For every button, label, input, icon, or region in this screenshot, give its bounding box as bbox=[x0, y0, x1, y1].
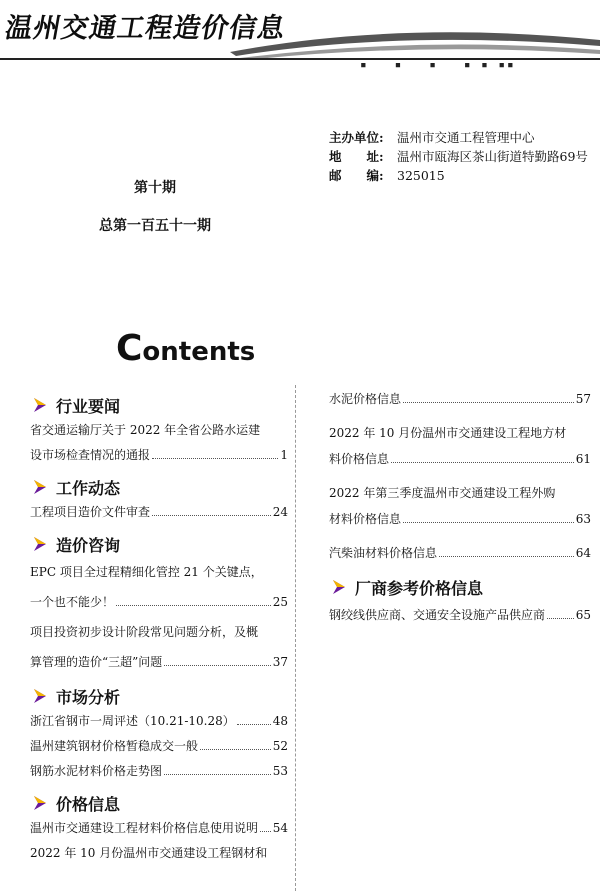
section-bullet-icon bbox=[30, 535, 48, 553]
toc-section-heading bbox=[30, 683, 288, 709]
toc-section-title: 价格信息 bbox=[56, 794, 121, 814]
toc-entry[interactable] bbox=[30, 500, 288, 525]
toc-entry-text: 省交通运输厅关于 2022 年全省公路水运建 bbox=[30, 423, 261, 437]
toc-entry-title: 汽柴油材料价格信息 bbox=[329, 546, 438, 560]
leader-dots bbox=[116, 605, 271, 606]
toc-entry-page: 65 bbox=[575, 608, 591, 622]
contents-heading bbox=[116, 328, 255, 369]
toc-entry-lead bbox=[30, 734, 288, 759]
toc-entry-title: 水泥价格信息 bbox=[329, 392, 402, 406]
toc-entry-page: 48 bbox=[272, 714, 288, 728]
toc-entry-page: 53 bbox=[272, 764, 288, 778]
toc-entry-title: 2022 年 10 月份温州市交通建设工程钢材和 bbox=[30, 846, 268, 860]
toc-entry-lead bbox=[30, 841, 288, 866]
leader-dots bbox=[237, 724, 271, 725]
toc-entry-title: 料价格信息 bbox=[329, 452, 390, 466]
toc-section-heading bbox=[30, 392, 288, 418]
toc-entry-text: EPC 项目全过程精细化管控 21 个关键点， bbox=[30, 565, 263, 579]
leader-dots bbox=[152, 515, 271, 516]
leader-dots bbox=[164, 774, 271, 775]
toc-entry-text: 2022 年第三季度温州市交通建设工程外购 bbox=[329, 486, 556, 500]
toc-left-column bbox=[30, 386, 288, 866]
toc-entry[interactable] bbox=[30, 617, 288, 677]
leader-dots bbox=[260, 831, 271, 832]
toc-entry-text: 项目投资初步设计阶段常见问题分析，及概 bbox=[30, 625, 259, 639]
toc-entry-lead bbox=[329, 540, 591, 566]
toc-entry-lead bbox=[30, 443, 288, 468]
toc-entry-title: 一个也不能少！ bbox=[30, 595, 115, 609]
postcode-row bbox=[329, 166, 597, 185]
toc-section-title: 市场分析 bbox=[56, 687, 121, 707]
toc-section-heading bbox=[30, 790, 288, 816]
toc-entry-lead bbox=[30, 647, 288, 677]
toc-entry-text: 2022 年 10 月份温州市交通建设工程地方材 bbox=[329, 426, 567, 440]
leader-dots bbox=[200, 749, 271, 750]
masthead bbox=[0, 0, 600, 70]
toc-entry-page: 54 bbox=[272, 821, 288, 835]
toc-entry[interactable] bbox=[329, 386, 591, 412]
toc-entry-lead bbox=[329, 600, 591, 630]
toc-entry-title: 温州市交通建设工程材料价格信息使用说明 bbox=[30, 821, 259, 835]
leader-dots bbox=[547, 618, 574, 619]
toc-entry-page: 24 bbox=[272, 505, 288, 519]
leader-dots bbox=[164, 665, 270, 666]
leader-dots bbox=[403, 402, 574, 403]
section-bullet-icon bbox=[30, 478, 48, 496]
toc-entry-title: 浙江省钢市一周评述（10.21-10.28） bbox=[30, 714, 235, 728]
toc-entry[interactable] bbox=[30, 759, 288, 784]
toc-section-heading bbox=[30, 474, 288, 500]
toc-section-title: 造价咨询 bbox=[56, 535, 121, 555]
toc-entry-lead bbox=[329, 446, 591, 472]
publisher-row bbox=[329, 128, 597, 147]
toc-section-heading bbox=[30, 531, 288, 557]
toc-entry-title: 材料价格信息 bbox=[329, 512, 402, 526]
toc-entry[interactable] bbox=[30, 557, 288, 617]
toc-section-title: 厂商参考价格信息 bbox=[355, 578, 484, 598]
toc-entry-page: 37 bbox=[272, 655, 288, 669]
issue-total: 总第一百五十一期 bbox=[99, 218, 211, 234]
section-bullet-icon bbox=[30, 794, 48, 812]
toc-entry[interactable] bbox=[30, 709, 288, 734]
toc-entry-page: 63 bbox=[575, 512, 591, 526]
contents-initial: C bbox=[116, 328, 143, 369]
toc-entry-title: 钢绞线供应商、交通安全设施产品供应商 bbox=[329, 608, 546, 622]
toc-entry-title: 算管理的造价“三超”问题 bbox=[30, 655, 163, 669]
toc-entry[interactable] bbox=[30, 734, 288, 759]
publisher-label: 主办单位: bbox=[329, 130, 384, 145]
toc-entry[interactable] bbox=[30, 418, 288, 468]
contents-rest: ontents bbox=[142, 337, 256, 367]
toc-right-column bbox=[329, 386, 591, 630]
toc-section-title: 工作动态 bbox=[56, 478, 121, 498]
toc-entry-page: 64 bbox=[575, 546, 591, 560]
masthead-marks: ▪ ▪ ▪ ▪ ▪ ▪▪ bbox=[360, 58, 516, 71]
toc-entry-lead bbox=[329, 506, 591, 532]
toc-section-heading bbox=[329, 574, 591, 600]
toc-entry[interactable] bbox=[30, 841, 288, 866]
toc-entry-page: 1 bbox=[280, 448, 288, 462]
column-divider bbox=[295, 385, 296, 891]
leader-dots bbox=[403, 522, 574, 523]
toc-entry-lead bbox=[329, 386, 591, 412]
toc-entry-page: 52 bbox=[272, 739, 288, 753]
section-bullet-icon bbox=[30, 396, 48, 414]
address-label: 地 址: bbox=[329, 149, 384, 164]
toc-entry-page: 61 bbox=[575, 452, 591, 466]
toc-entry-page: 57 bbox=[575, 392, 591, 406]
toc-entry[interactable] bbox=[329, 420, 591, 472]
toc-entry-lead bbox=[30, 587, 288, 617]
toc-entry-title: 温州建筑钢材价格暂稳成交一般 bbox=[30, 739, 199, 753]
toc-entry[interactable] bbox=[329, 480, 591, 532]
toc-entry-title: 设市场检查情况的通报 bbox=[30, 448, 151, 462]
issue-number: 第十期 bbox=[134, 180, 176, 196]
toc-entry-page: 25 bbox=[272, 595, 288, 609]
address-value: 温州市瓯海区茶山街道特勤路69号 bbox=[397, 149, 588, 164]
toc-entry[interactable] bbox=[30, 816, 288, 841]
toc-entry-title: 工程项目造价文件审查 bbox=[30, 505, 151, 519]
leader-dots bbox=[152, 458, 278, 459]
toc-section-title: 行业要闻 bbox=[56, 396, 121, 416]
leader-dots bbox=[439, 556, 574, 557]
toc-entry-lead bbox=[30, 759, 288, 784]
toc-entry-title: 钢筋水泥材料价格走势图 bbox=[30, 764, 163, 778]
toc-entry-lead bbox=[30, 500, 288, 525]
toc-entry-lead bbox=[30, 709, 288, 734]
publisher-info bbox=[329, 128, 597, 185]
toc-entry[interactable] bbox=[329, 540, 591, 566]
section-bullet-icon bbox=[329, 578, 347, 596]
publication-title: 温州交通工程造价信息 bbox=[2, 13, 289, 44]
publisher-value: 温州市交通工程管理中心 bbox=[397, 130, 535, 145]
section-bullet-icon bbox=[30, 687, 48, 705]
postcode-value: 325015 bbox=[397, 168, 445, 183]
leader-dots bbox=[391, 462, 574, 463]
toc-entry-lead bbox=[30, 816, 288, 841]
postcode-label: 邮 编: bbox=[329, 168, 384, 183]
toc-entry[interactable] bbox=[329, 600, 591, 630]
address-row bbox=[329, 147, 597, 166]
